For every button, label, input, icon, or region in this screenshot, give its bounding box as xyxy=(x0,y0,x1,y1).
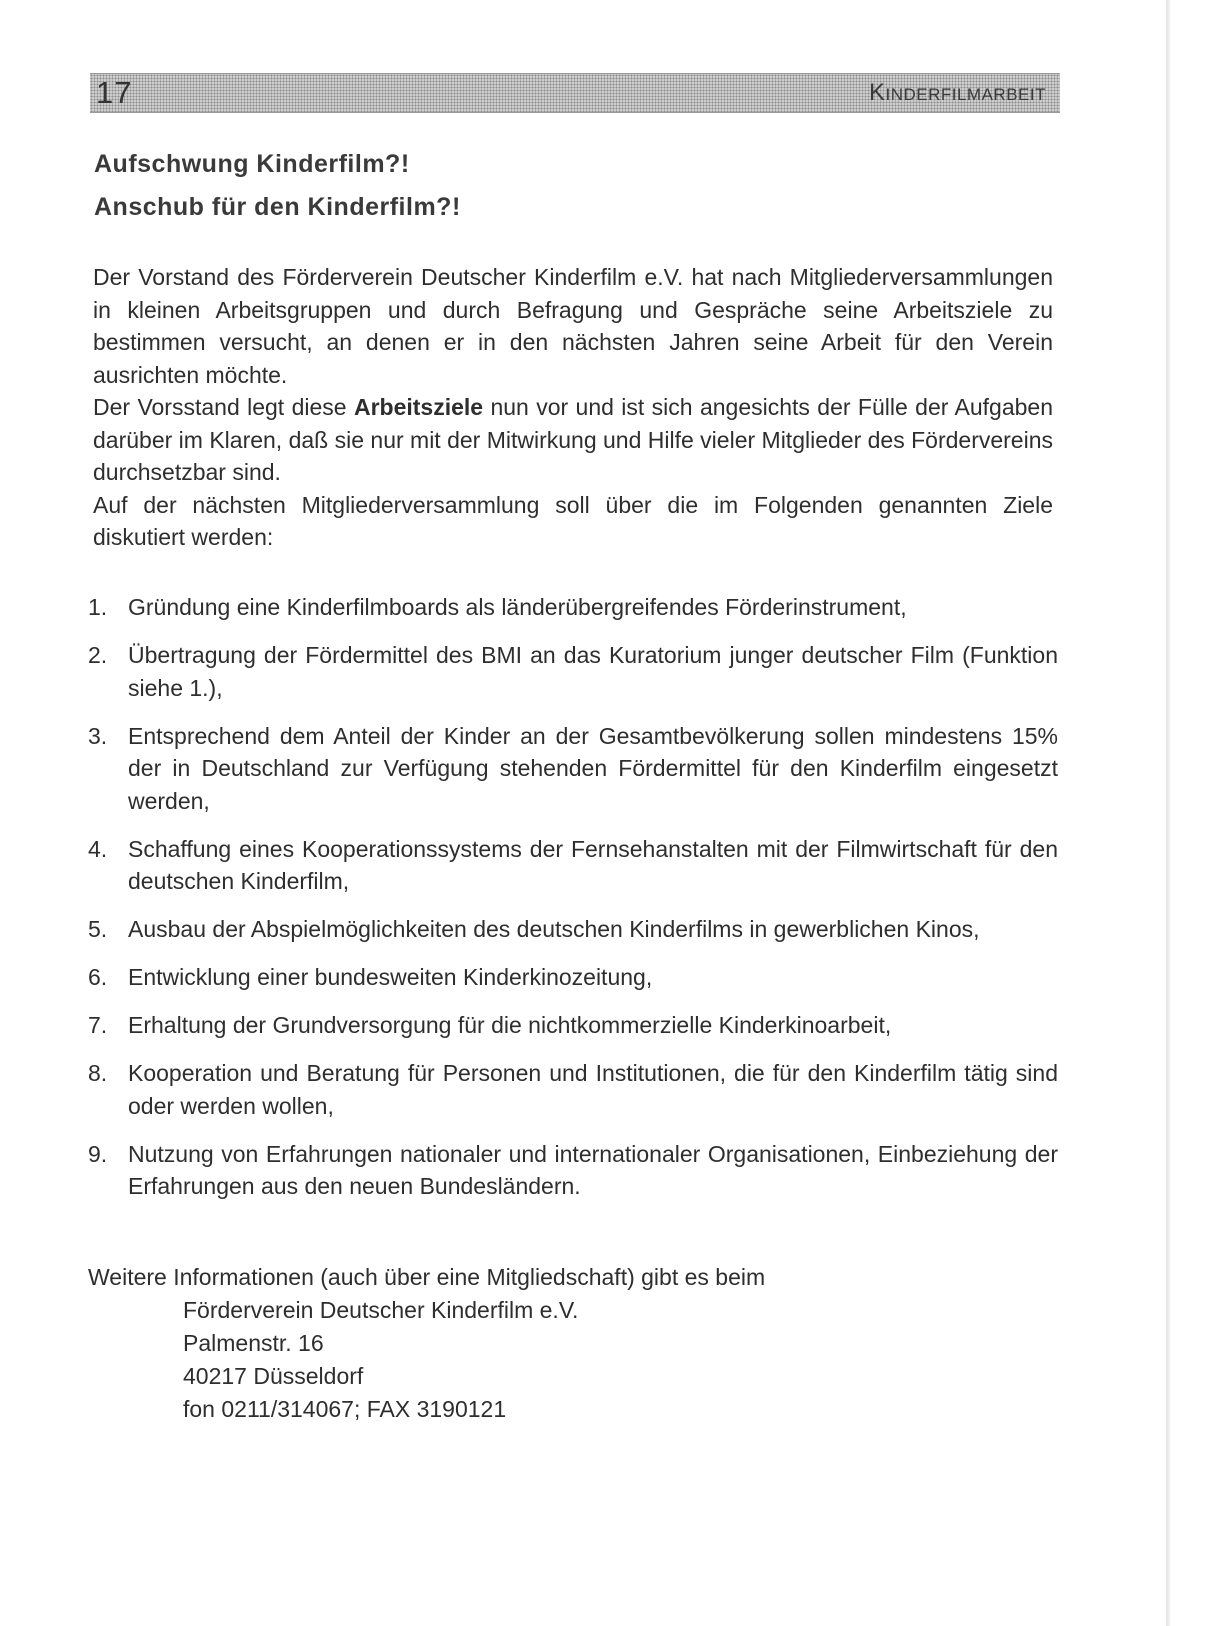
list-item-text: Erhaltung der Grundversorgung für die nichtkommerzielle Kinderkinoarbeit, xyxy=(128,1012,892,1038)
intro-bold-term: Arbeitsziele xyxy=(353,394,484,420)
list-item xyxy=(88,961,1058,994)
footer-intro: Weitere Informationen (auch über eine Mitgliedschaft) gibt es beim xyxy=(88,1264,766,1290)
list-item xyxy=(88,1057,1058,1122)
address-street: Palmenstr. 16 xyxy=(183,1330,324,1356)
headline-line-2: Anschub für den Kinderfilm?! xyxy=(94,193,461,221)
address-phone: fon 0211/314067; FAX 3190121 xyxy=(183,1396,507,1422)
list-item-text: Übertragung der Fördermittel des BMI an das Kuratorium junger deutscher Film (Funktion siehe 1.), xyxy=(128,642,1058,701)
section-title: Kinderfilmarbeit xyxy=(868,79,1046,106)
list-item-number: 5. xyxy=(88,916,108,942)
intro-text xyxy=(93,261,1053,554)
goals-list xyxy=(88,591,1058,1218)
intro-paragraph-2-start: Der Vorsstand legt diese xyxy=(93,394,354,420)
list-item-text: Entsprechend dem Anteil der Kinder an der Gesamtbevölkerung sollen mindestens 15% der in Deutschland zur Verfügung stehenden Fördermittel für den Kinderfilm eingesetzt werden, xyxy=(128,722,1058,814)
headline-line-1: Aufschwung Kinderfilm?! xyxy=(94,150,410,178)
list-item-text: Kooperation und Beratung für Personen und Institutionen, die für den Kinderfilm tätig sind oder werden wollen, xyxy=(128,1060,1058,1119)
list-item-number: 3. xyxy=(88,722,108,749)
list-item xyxy=(88,591,1058,624)
list-item xyxy=(88,1138,1058,1203)
list-item-number: 8. xyxy=(88,1060,108,1086)
address-city: 40217 Düsseldorf xyxy=(183,1363,364,1389)
list-item-number: 9. xyxy=(88,1140,108,1167)
page-number: 17 xyxy=(96,75,133,110)
address-org: Förderverein Deutscher Kinderfilm e.V. xyxy=(183,1297,579,1323)
list-item-text: Entwicklung einer bundesweiten Kinderkinozeitung, xyxy=(128,964,653,990)
list-item xyxy=(88,720,1058,818)
intro-paragraph-1: Der Vorstand des Förderverein Deutscher Kinderfilm e.V. hat nach Mitgliederversammlungen in kleinen Arbeitsgruppen und durch Befragung und Gespräche seine Arbeitsziele zu bestimmen versucht, an denen er in den nächsten Jahren seine Arbeit für den Verein ausrichten möchte. xyxy=(93,264,1053,388)
list-item-text: Nutzung von Erfahrungen nationaler und internationaler Organisationen, Einbeziehung der Erfahrungen aus den neuen Bundesländern. xyxy=(128,1140,1058,1199)
list-item xyxy=(88,913,1058,946)
list-item-number: 7. xyxy=(88,1012,108,1038)
list-item-number: 4. xyxy=(88,835,108,862)
list-item xyxy=(88,639,1058,704)
page-edge xyxy=(1166,0,1170,1626)
address-block xyxy=(183,1294,578,1426)
list-item-text: Ausbau der Abspielmöglichkeiten des deutschen Kinderfilms in gewerblichen Kinos, xyxy=(128,916,980,942)
list-item xyxy=(88,1009,1058,1042)
intro-paragraph-2 xyxy=(93,391,1053,489)
list-item xyxy=(88,833,1058,898)
list-item-text: Schaffung eines Kooperationssystems der Fernsehanstalten mit der Filmwirtschaft für den deutschen Kinderfilm, xyxy=(128,835,1058,894)
header-bar xyxy=(90,73,1060,113)
list-item-number: 6. xyxy=(88,964,108,990)
list-item-number: 2. xyxy=(88,642,108,668)
list-item-text: Gründung eine Kinderfilmboards als länderübergreifendes Förderinstrument, xyxy=(128,594,907,620)
list-item-number: 1. xyxy=(88,594,108,620)
intro-paragraph-3: Auf der nächsten Mitgliederversammlung soll über die im Folgenden genannten Ziele diskutiert werden: xyxy=(93,491,1053,550)
intro-paragraph-2-end: nun vor und ist sich angesichts der Fülle der Aufgaben darüber im Klaren, daß sie nur mit der Mitwirkung und Hilfe vieler Mitglieder des Fördervereins durchsetzbar sind. xyxy=(93,394,1053,485)
